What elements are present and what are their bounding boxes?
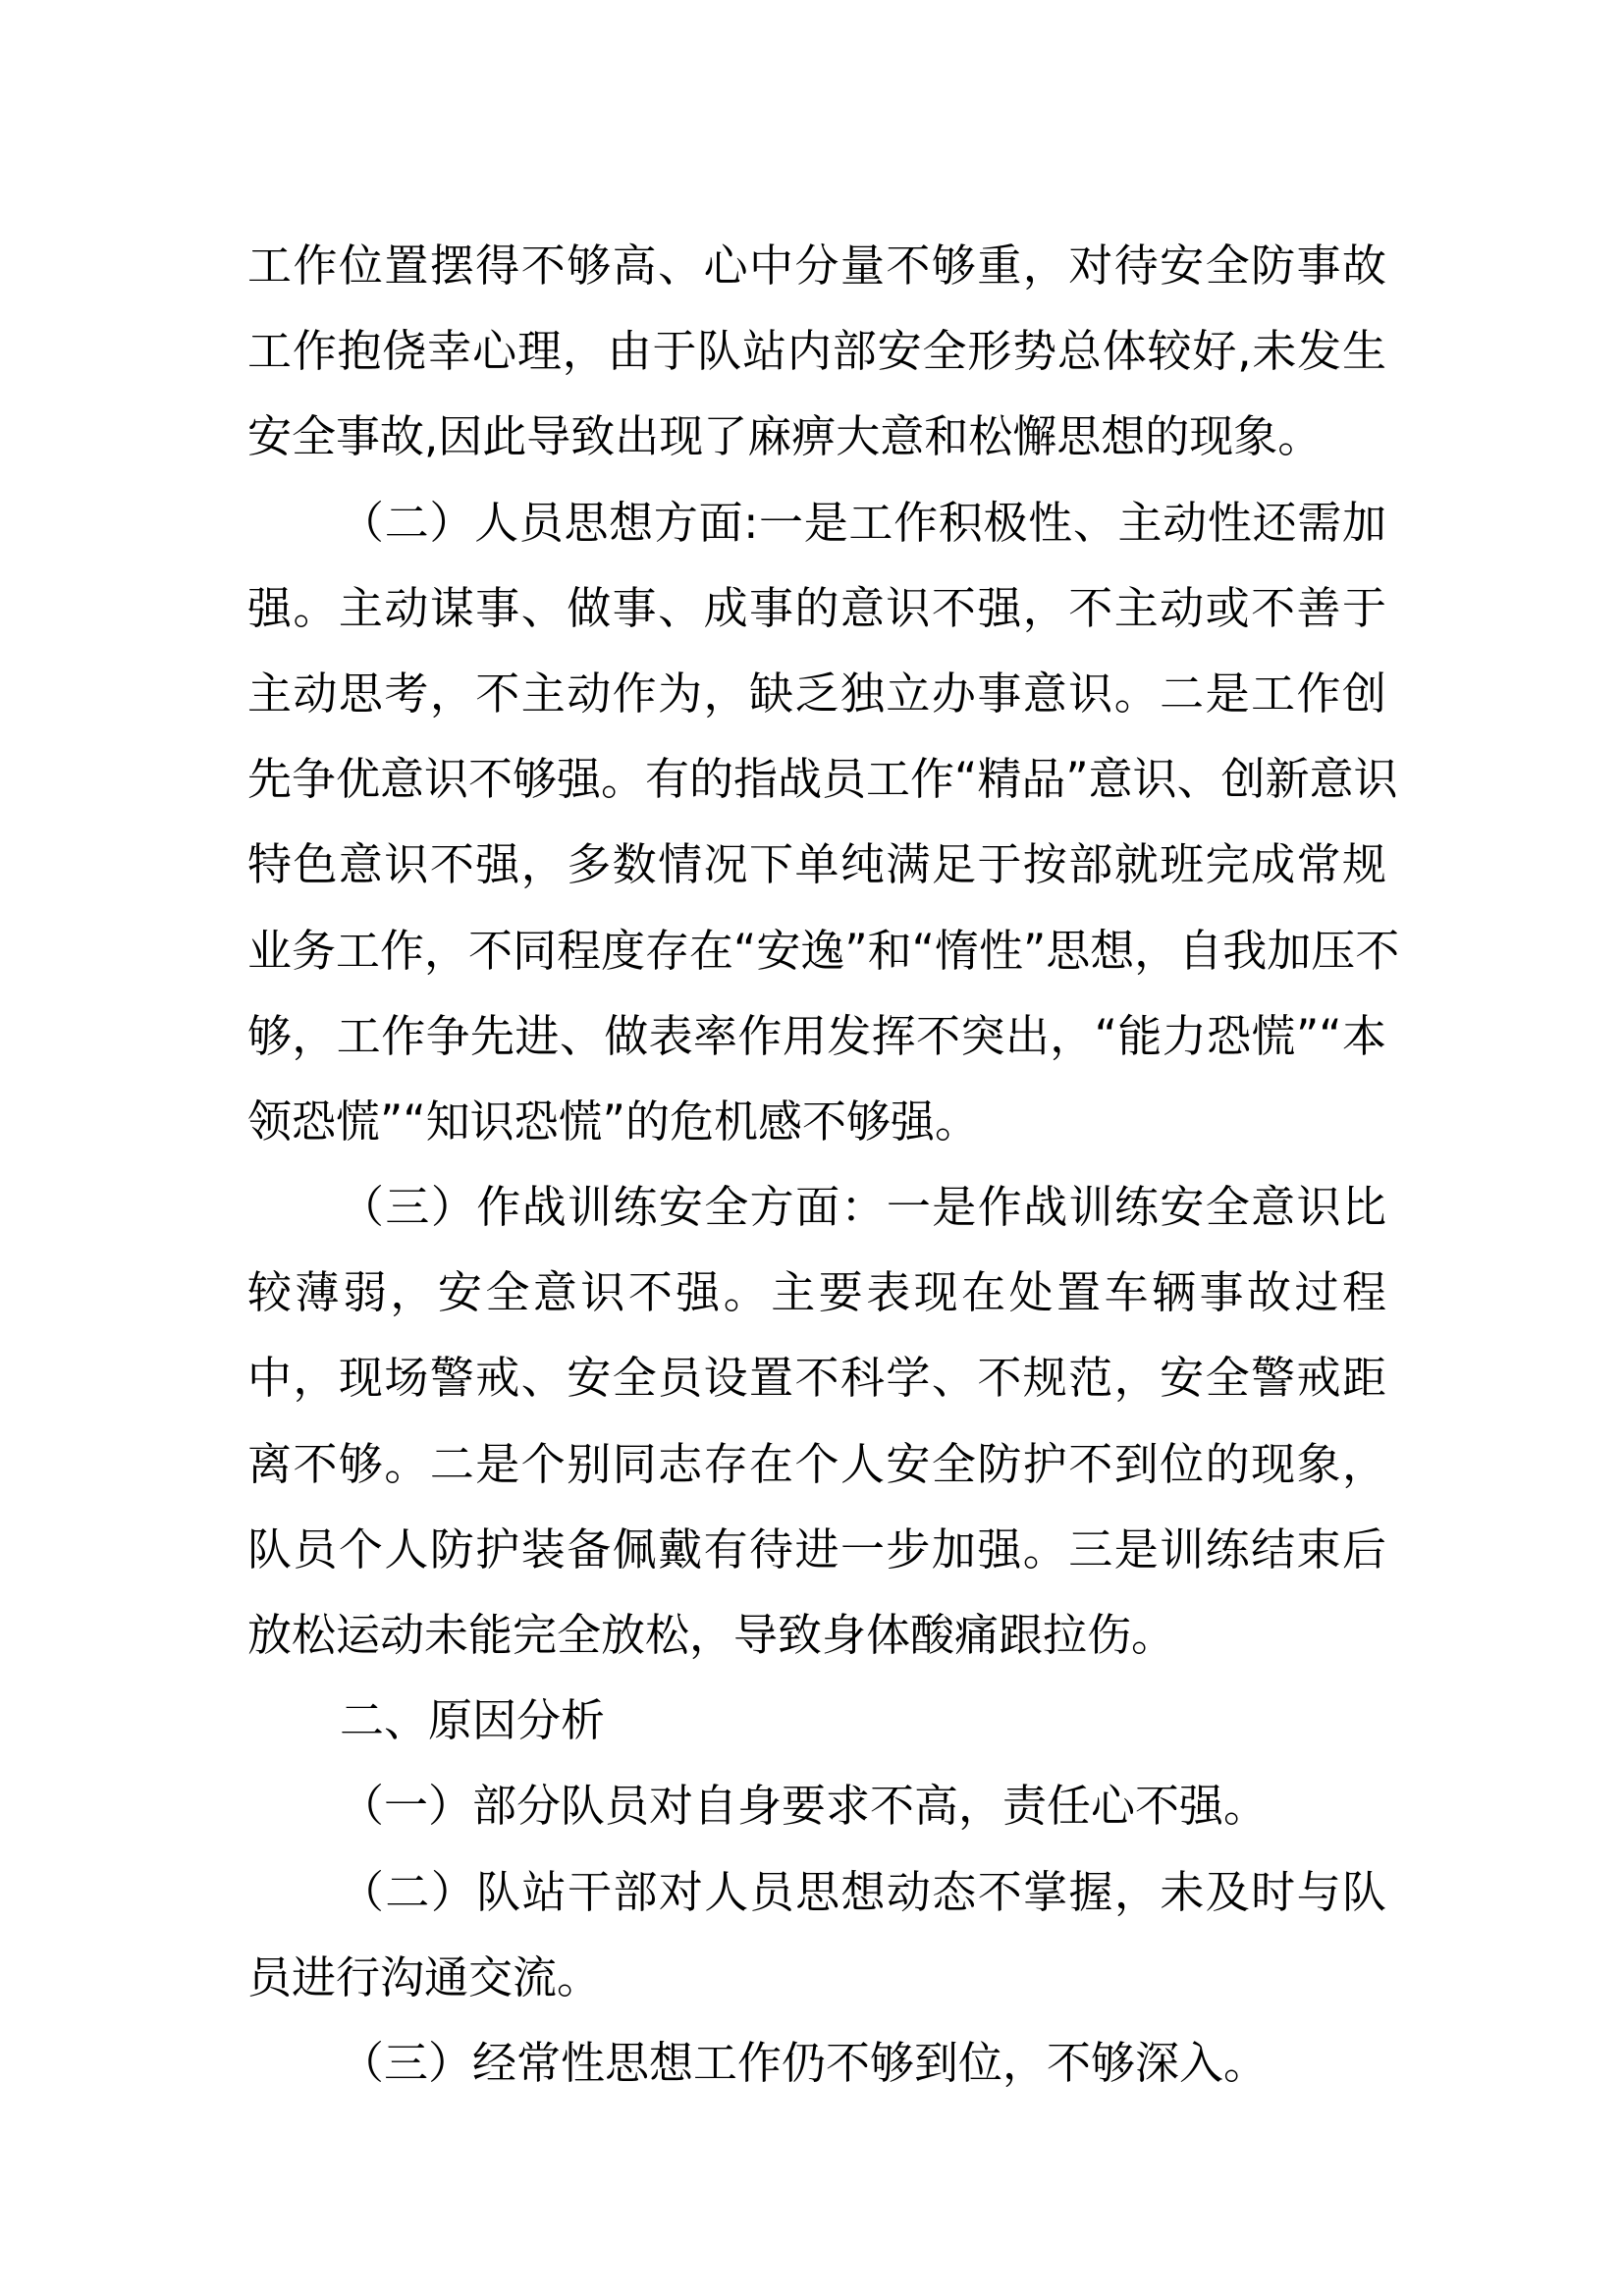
text-line: 队员个人防护装备佩戴有待进一步加强。三是训练结束后 [247,1522,1386,1575]
text-line: （二）人员思想方面:一是工作积极性、主动性还需加 [340,496,1386,549]
text-line: 领恐慌”“知识恐慌”的危机感不够强。 [247,1095,979,1148]
paragraph [247,1763,1386,1848]
paragraph [247,2020,1386,2106]
text-line: 员进行沟通交流。 [247,1950,602,2003]
text-line: 主动思考，不主动作为，缺乏独立办事意识。二是工作创 [247,667,1386,720]
text-line: 较薄弱，安全意识不强。主要表现在处置车辆事故过程 [247,1266,1386,1319]
text-line: 够，工作争先进、做表率作用发挥不突出，“能力恐慌”“本 [247,1009,1386,1062]
text-line: 业务工作，不同程度存在“安逸”和“惰性”思想，自我加压不 [247,924,1400,977]
paragraph [247,480,1400,1165]
text-line: 特色意识不强，多数情况下单纯满足于按部就班完成常规 [247,838,1386,891]
text-line: 强。主动谋事、做事、成事的意识不强，不主动或不善于 [247,581,1386,634]
paragraph [247,1678,1386,1763]
text-line: （一）部分队员对自身要求不高，责任心不强。 [340,1780,1269,1833]
document-page [247,223,1400,2106]
text-line: （三）作战训练安全方面：一是作战训练安全意识比 [340,1181,1386,1234]
text-line: 工作位置摆得不够高、心中分量不够重，对待安全防事故 [247,240,1386,292]
text-line: （二）队站干部对人员思想动态不掌握，未及时与队 [340,1865,1386,1918]
text-line: （三）经常性思想工作仍不够到位，不够深入。 [340,2036,1269,2089]
paragraph [247,223,1386,480]
text-line: 先争优意识不够强。有的指战员工作“精品”意识、创新意识 [247,753,1398,806]
text-line: 安全事故,因此导致出现了麻痹大意和松懈思想的现象。 [247,410,1323,463]
paragraph [247,1849,1386,2020]
text-line: 中，现场警戒、安全员设置不科学、不规范，安全警戒距 [247,1352,1386,1405]
paragraph [247,1164,1386,1678]
text-line: 工作抱侥幸心理，由于队站内部安全形势总体较好,未发生 [247,325,1386,378]
text-line: 放松运动未能完全放松，导致身体酸痛跟拉伤。 [247,1609,1176,1661]
text-line: 离不够。二是个别同志存在个人安全防护不到位的现象， [247,1437,1386,1490]
text-line: 二、原因分析 [340,1694,606,1747]
